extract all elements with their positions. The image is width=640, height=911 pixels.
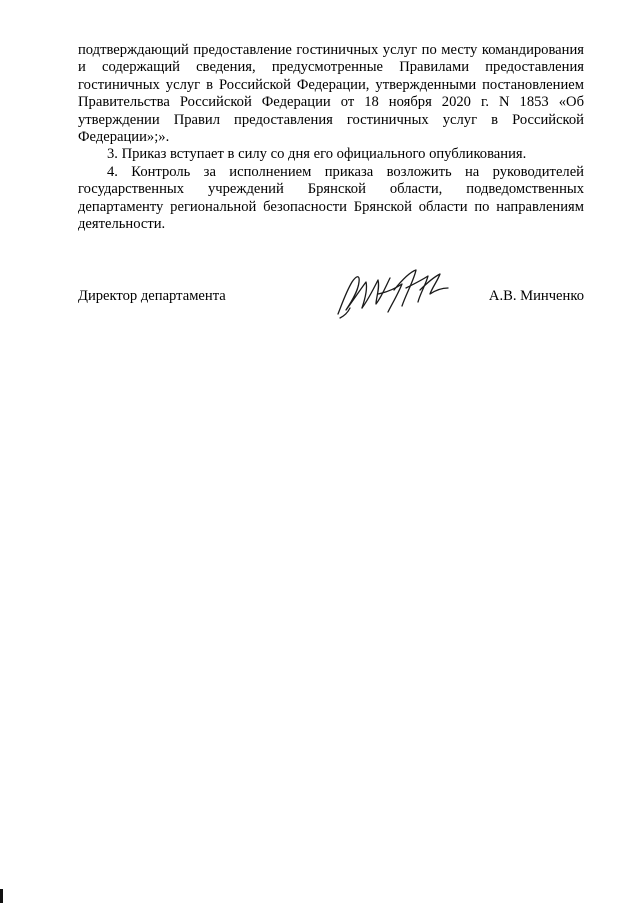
paragraph-continuation: подтверждающий предоставление гостиничных услуг по месту командирования и содержащий сведения, предусмотренные Правилами предоставления гостиничных услуг в Российской Федерации, утвержденными постановлением Правительства Российской Федерации от 18 ноября 2020 г. N 1853 «Об утверждении Правил предоставления гостиничных услуг в Российской Федерации»;». <box>78 42 584 146</box>
handwritten-signature <box>332 264 452 320</box>
signatory-name: А.В. Минченко <box>488 288 584 304</box>
signature-block <box>78 262 584 322</box>
signatory-title: Директор департамента <box>78 288 226 304</box>
paragraph-item-4: 4. Контроль за исполнением приказа возложить на руководителей государственных учреждений Брянской области, подведомственных департаменту региональной безопасности Брянской области по направлениям деятельности. <box>78 163 584 233</box>
paragraph-item-3: 3. Приказ вступает в силу со дня его официального опубликования. <box>107 146 527 163</box>
scan-edge-mark <box>0 889 3 903</box>
document-body <box>78 42 584 233</box>
